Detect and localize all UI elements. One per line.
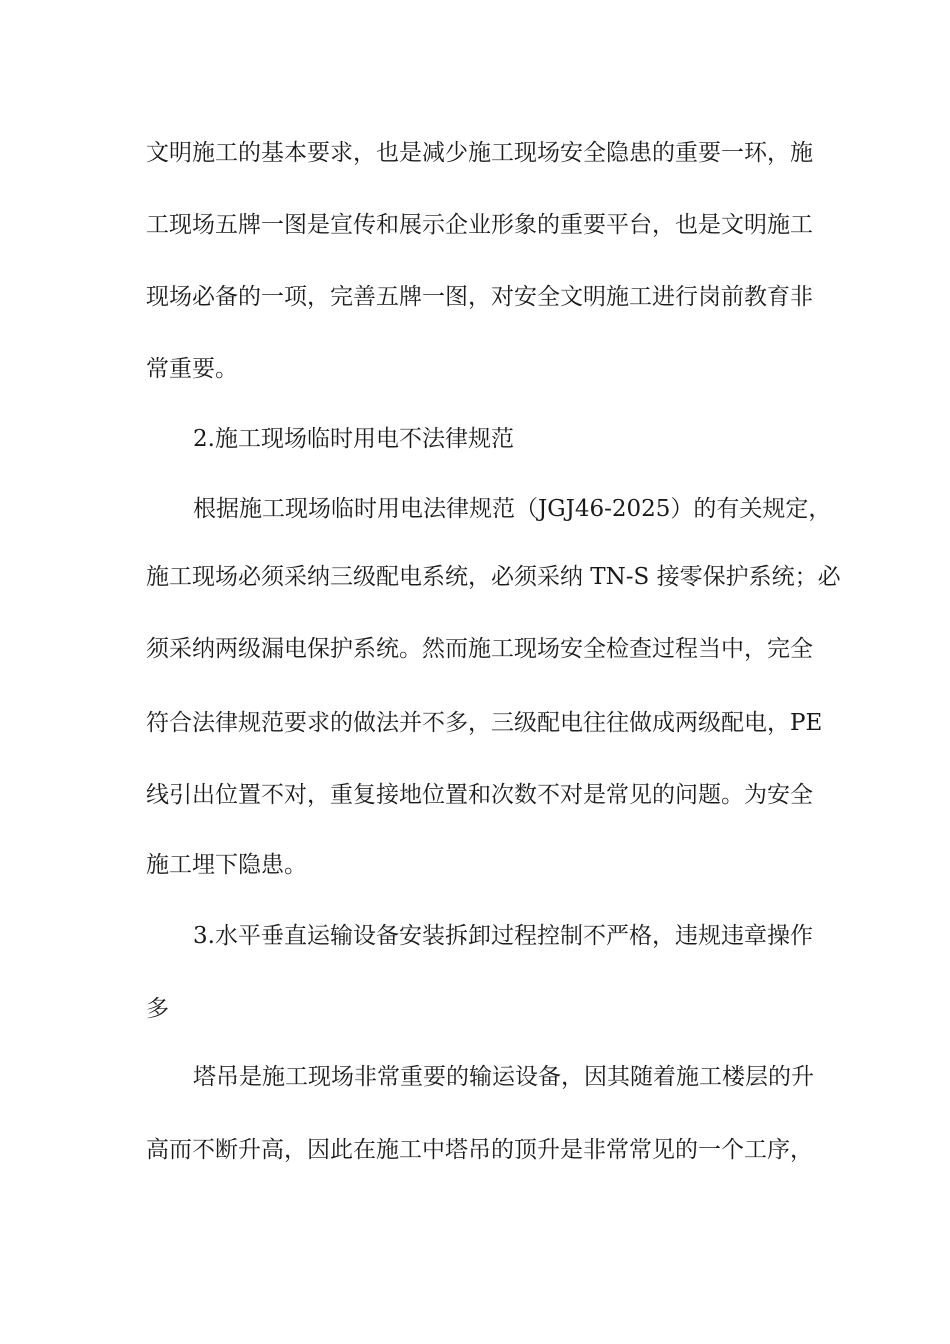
paragraph-line: 须采纳两级漏电保护系统。然而施工现场安全检查过程当中，完全 (146, 636, 813, 662)
paragraph-line: 线引出位置不对，重复接地位置和次数不对是常见的问题。为安全 (146, 782, 813, 808)
paragraph-line: 符合法律规范要求的做法并不多，三级配电往往做成两级配电，PE (146, 710, 823, 736)
paragraph-line: 工现场五牌一图是宣传和展示企业形象的重要平台，也是文明施工 (146, 212, 813, 238)
paragraph-line: 塔吊是施工现场非常重要的输运设备，因其随着施工楼层的升 (193, 1064, 814, 1090)
paragraph-line: 施工埋下隐患。 (146, 852, 307, 878)
paragraph-line: 施工现场必须采纳三级配电系统，必须采纳 TN-S 接零保护系统；必 (146, 564, 841, 590)
section-heading: 3.水平垂直运输设备安装拆卸过程控制不严格，违规违章操作 (193, 923, 813, 949)
paragraph-line: 现场必备的一项，完善五牌一图，对安全文明施工进行岗前教育非 (146, 284, 813, 310)
section-heading: 2.施工现场临时用电不法律规范 (193, 426, 514, 452)
paragraph-line: 常重要。 (146, 356, 238, 382)
paragraph-line: 高而不断升高，因此在施工中塔吊的顶升是非常常见的一个工序， (146, 1137, 813, 1163)
section-heading-continuation: 多 (146, 996, 169, 1022)
paragraph-line: 文明施工的基本要求，也是减少施工现场安全隐患的重要一环，施 (146, 140, 813, 166)
paragraph-line: 根据施工现场临时用电法律规范（JGJ46-2025）的有关规定， (193, 496, 832, 522)
